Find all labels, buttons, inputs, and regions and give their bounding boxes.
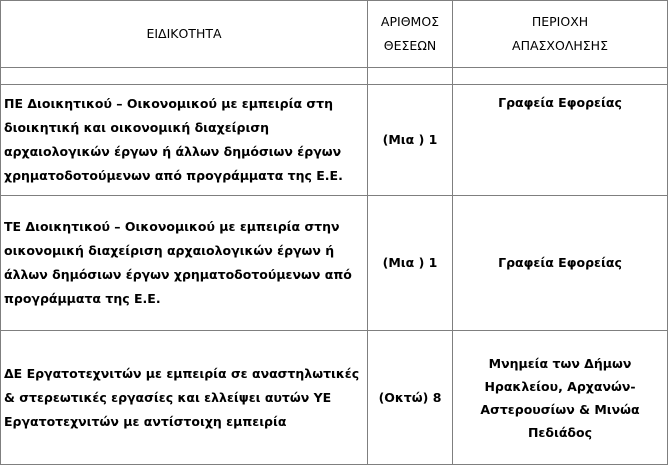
specialty-line: οικονομική διαχείριση αρχαιολογικών έργων ή [4, 243, 335, 258]
row-positions: (Μια ) 1 [368, 196, 453, 331]
table-row [1, 331, 668, 465]
area-line: Αστερουσίων & Μινώα [480, 401, 640, 417]
specialty-line: άλλων δημόσιων έργων χρηματοδοτούμενων από [4, 267, 352, 282]
row-positions: (Μια ) 1 [368, 85, 453, 196]
specialty-line: προγράμματα της Ε.Ε. [4, 291, 161, 306]
row-specialty [1, 331, 368, 465]
specialty-line: διοικητική και οικονομική διαχείριση [4, 120, 269, 135]
specialty-line: ΤΕ Διοικητικού – Οικονομικού με εμπειρία στην [4, 219, 340, 234]
area-line: Μνημεία των Δήμων [488, 355, 632, 371]
header-area [453, 1, 668, 68]
area-line: Πεδιάδος [527, 424, 593, 440]
spacer-cell [368, 68, 453, 85]
row-specialty [1, 85, 368, 196]
area-line: Ηρακλείου, Αρχανών- [484, 378, 636, 394]
spacer-cell [1, 68, 368, 85]
table-row [1, 196, 668, 331]
table-row [1, 85, 668, 196]
row-positions: (Οκτώ) 8 [368, 331, 453, 465]
area-line: Γραφεία Εφορείας [498, 95, 622, 110]
specialty-line: ΠΕ Διοικητικού – Οικονομικού με εμπειρία στη [4, 96, 333, 111]
specialty-line: & στερεωτικές εργασίες και ελλείψει αυτών ΥΕ [4, 389, 332, 405]
header-area-line2: ΑΠΑΣΧΟΛΗΣΗΣ [512, 38, 608, 53]
header-positions-line1: ΑΡΙΘΜΟΣ [380, 14, 440, 29]
header-row [1, 1, 668, 68]
spacer-cell [453, 68, 668, 85]
header-positions [368, 1, 453, 68]
row-specialty [1, 196, 368, 331]
specialty-line: ΔΕ Εργατοτεχνιτών με εμπειρία σε αναστηλωτικές [4, 365, 360, 381]
row-area [453, 85, 668, 196]
spacer-row [1, 68, 668, 85]
header-specialty: ΕΙΔΙΚΟΤΗΤΑ [1, 1, 368, 68]
header-area-line1: ΠΕΡΙΟΧΗ [531, 14, 589, 29]
specialty-line: χρηματοδοτούμενων από προγράμματα της Ε.Ε. [4, 168, 343, 183]
row-area [453, 331, 668, 465]
specialty-line: Εργατοτεχνιτών με αντίστοιχη εμπειρία [4, 413, 287, 429]
header-positions-line2: ΘΕΣΕΩΝ [383, 38, 437, 53]
specialty-line: αρχαιολογικών έργων ή άλλων δημόσιων έργων [4, 144, 342, 159]
row-area: Γραφεία Εφορείας [453, 196, 668, 331]
